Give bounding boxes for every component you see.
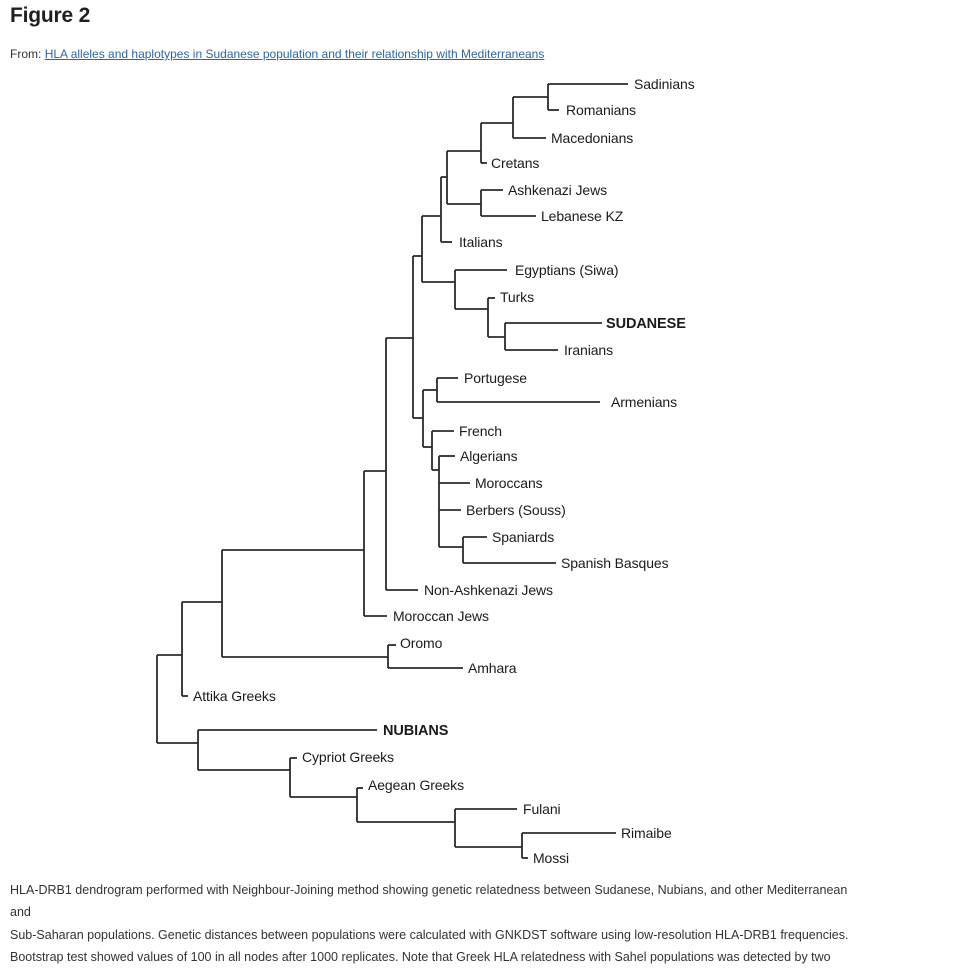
tree-label-macedonians: Macedonians	[551, 129, 634, 146]
tree-label-cypriot-greeks: Cypriot Greeks	[302, 748, 394, 765]
tree-label-moroccans: Moroccans	[475, 474, 543, 491]
tree-label-spaniards: Spaniards	[492, 528, 555, 545]
tree-label-rimaibe: Rimaibe	[621, 824, 672, 841]
tree-label-berbers-souss: Berbers (Souss)	[466, 501, 566, 518]
tree-label-mossi: Mossi	[533, 849, 570, 866]
tree-label-portugese: Portugese	[464, 369, 527, 386]
tree-label-turks: Turks	[500, 288, 534, 305]
source-from-prefix: From:	[10, 47, 42, 61]
caption-line-3: Bootstrap test showed values of 100 in all nodes after 1000 replicates. Note that Greek HLA relatedness with Sahel populations was detected by two	[10, 949, 831, 964]
tree-label-armenians: Armenians	[611, 393, 678, 410]
tree-label-aegean-greeks: Aegean Greeks	[368, 776, 464, 793]
tree-label-attika-greeks: Attika Greeks	[193, 687, 276, 704]
tree-label-iranians: Iranians	[564, 341, 614, 358]
tree-label-moroccan-jews: Moroccan Jews	[393, 607, 489, 624]
tree-label-italians: Italians	[459, 233, 503, 250]
caption-line-2: Sub-Saharan populations. Genetic distances between populations were calculated with GNKDST software using low-resolution HLA-DRB1 frequencies.	[10, 927, 849, 942]
tree-label-cretans: Cretans	[491, 154, 540, 171]
tree-label-sadinians: Sadinians	[634, 75, 695, 92]
tree-label-french: French	[459, 422, 502, 439]
tree-label-spanish-basques: Spanish Basques	[561, 554, 669, 571]
tree-label-fulani: Fulani	[523, 800, 561, 817]
tree-label-lebanese-kz: Lebanese KZ	[541, 207, 624, 224]
tree-label-nubians: NUBIANS	[383, 723, 449, 740]
figure-title: Figure 2	[10, 4, 91, 27]
tree-label-algerians: Algerians	[460, 447, 518, 464]
tree-label-amhara: Amhara	[468, 659, 517, 676]
tree-label-ashkenazi-jews: Ashkenazi Jews	[508, 181, 607, 198]
tree-label-egyptians-siwa: Egyptians (Siwa)	[515, 261, 619, 278]
source-article-link[interactable]: HLA alleles and haplotypes in Sudanese population and their relationship with Mediterraneans	[44, 47, 545, 61]
tree-label-sudanese: SUDANESE	[606, 316, 686, 333]
tree-label-non-ashkenazi-jews: Non-Ashkenazi Jews	[424, 581, 553, 598]
tree-label-romanians: Romanians	[566, 101, 636, 118]
figure-caption	[10, 879, 866, 968]
caption-line-1: HLA-DRB1 dendrogram performed with Neighbour-Joining method showing genetic relatedness between Sudanese, Nubians, and other Mediterranean and	[10, 883, 848, 920]
tree-label-oromo: Oromo	[400, 634, 443, 651]
